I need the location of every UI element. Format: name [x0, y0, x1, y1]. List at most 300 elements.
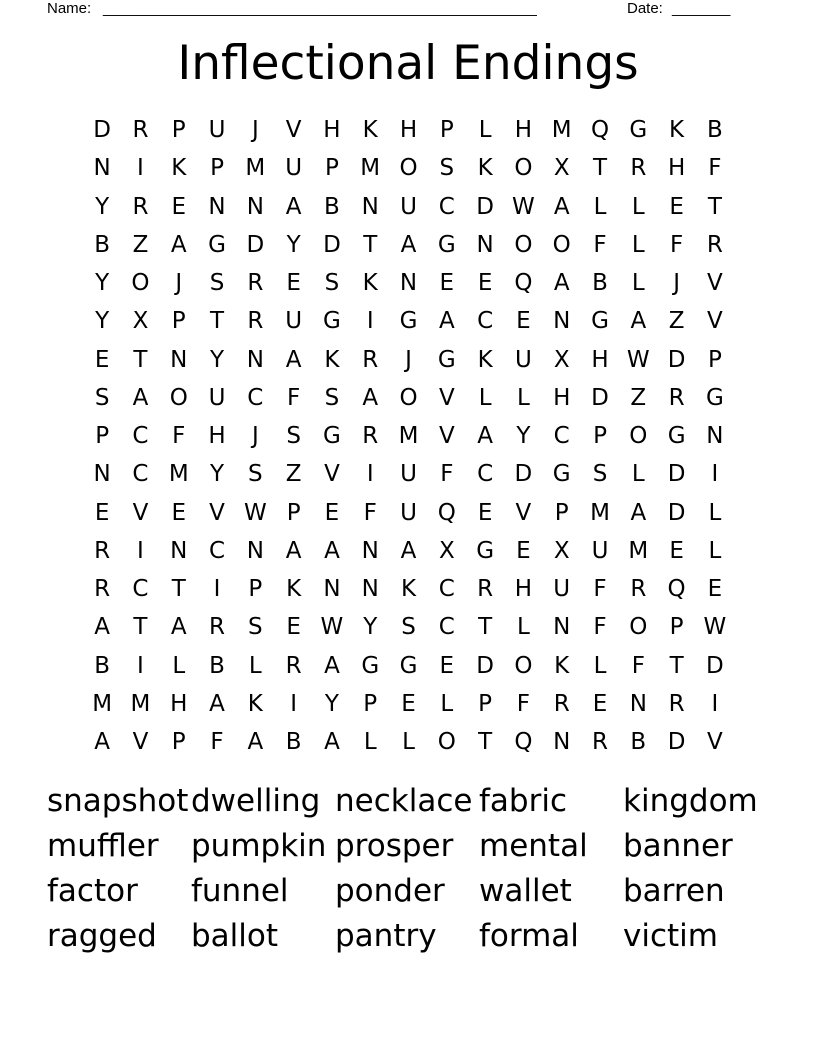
word-list-item: necklace [335, 783, 473, 819]
grid-letter[interactable]: C [438, 576, 455, 603]
grid-letter[interactable]: O [629, 423, 648, 450]
grid-letter[interactable]: N [553, 308, 571, 335]
grid-letter[interactable]: O [399, 155, 418, 182]
grid-letter[interactable]: A [247, 729, 264, 756]
grid-letter[interactable]: I [213, 576, 221, 603]
grid-letter[interactable]: K [400, 576, 417, 603]
grid-letter[interactable]: S [94, 384, 110, 411]
grid-letter[interactable]: L [478, 384, 492, 411]
grid-letter[interactable]: F [593, 231, 607, 258]
grid-letter[interactable]: I [366, 308, 374, 335]
grid-letter[interactable]: P [324, 155, 339, 182]
grid-letter[interactable]: U [208, 384, 226, 411]
grid-letter[interactable]: W [703, 614, 727, 641]
word-list-item: formal [479, 918, 579, 954]
grid-letter[interactable]: T [478, 614, 493, 641]
grid-letter[interactable]: X [438, 537, 455, 564]
grid-letter[interactable]: T [210, 308, 225, 335]
grid-letter[interactable]: R [362, 423, 379, 450]
grid-letter[interactable]: D [591, 384, 609, 411]
grid-letter[interactable]: T [133, 346, 148, 373]
grid-letter[interactable]: S [248, 461, 263, 488]
grid-letter[interactable]: V [515, 499, 532, 526]
grid-letter[interactable]: R [592, 729, 608, 756]
grid-letter[interactable]: D [667, 729, 686, 756]
grid-letter[interactable]: C [209, 537, 226, 564]
grid-letter[interactable]: U [285, 308, 303, 335]
grid-letter[interactable]: E [707, 576, 723, 603]
grid-letter[interactable]: X [553, 346, 570, 373]
grid-letter[interactable]: U [400, 193, 417, 220]
grid-letter[interactable]: J [405, 346, 412, 373]
grid-letter[interactable]: N [629, 690, 647, 717]
grid-letter[interactable]: B [630, 729, 647, 756]
grid-letter[interactable]: N [246, 346, 264, 373]
word-list-item: fabric [479, 783, 567, 819]
grid-letter[interactable]: Z [668, 308, 685, 335]
grid-letter[interactable]: L [478, 117, 492, 144]
grid-letter[interactable]: N [476, 231, 494, 258]
grid-letter[interactable]: R [209, 614, 226, 641]
grid-letter[interactable]: M [398, 423, 419, 450]
grid-letter[interactable]: R [668, 384, 685, 411]
grid-letter[interactable]: F [363, 499, 377, 526]
grid-letter[interactable]: E [439, 652, 455, 679]
grid-letter[interactable]: V [324, 461, 340, 488]
grid-letter[interactable]: O [131, 270, 150, 297]
grid-letter[interactable]: M [590, 499, 610, 526]
grid-letter[interactable]: H [514, 576, 533, 603]
grid-letter[interactable]: K [247, 690, 263, 717]
grid-letter[interactable]: Y [516, 423, 531, 450]
grid-letter[interactable]: H [170, 690, 188, 717]
grid-letter[interactable]: F [172, 423, 186, 450]
page-title: Inflectional Endings [177, 36, 639, 91]
grid-letter[interactable]: A [630, 499, 647, 526]
grid-letter[interactable]: D [514, 461, 533, 488]
grid-letter[interactable]: R [285, 652, 302, 679]
grid-letter[interactable]: P [554, 499, 569, 526]
word-list-item: banner [623, 828, 733, 864]
grid-letter[interactable]: B [707, 117, 723, 144]
grid-letter[interactable]: E [669, 537, 684, 564]
word-list-item: funnel [191, 873, 289, 909]
grid-letter[interactable]: B [285, 729, 302, 756]
grid-letter[interactable]: L [363, 729, 377, 756]
grid-letter[interactable]: L [172, 652, 186, 679]
grid-letter[interactable]: F [287, 384, 301, 411]
grid-letter[interactable]: F [669, 231, 684, 258]
grid-letter[interactable]: Q [590, 117, 610, 144]
grid-letter[interactable]: A [324, 537, 340, 564]
grid-letter[interactable]: G [323, 423, 341, 450]
grid-letter[interactable]: P [707, 346, 722, 373]
grid-letter[interactable]: N [93, 461, 111, 488]
grid-letter[interactable]: Z [285, 461, 302, 488]
grid-letter[interactable]: C [132, 576, 149, 603]
grid-letter[interactable]: D [667, 346, 686, 373]
grid-letter[interactable]: M [92, 690, 113, 717]
grid-letter[interactable]: T [363, 231, 378, 258]
grid-letter[interactable]: E [439, 270, 455, 297]
grid-letter[interactable]: C [553, 423, 570, 450]
grid-letter[interactable]: L [402, 729, 415, 756]
grid-letter[interactable]: E [94, 346, 110, 373]
grid-letter[interactable]: R [362, 346, 379, 373]
grid-letter[interactable]: Q [667, 576, 686, 603]
grid-letter[interactable]: H [667, 155, 686, 182]
grid-letter[interactable]: S [286, 423, 301, 450]
grid-letter[interactable]: B [209, 652, 225, 679]
grid-letter[interactable]: K [477, 155, 493, 182]
grid-letter[interactable]: T [171, 576, 186, 603]
grid-letter[interactable]: L [517, 384, 530, 411]
grid-letter[interactable]: Y [286, 231, 301, 258]
grid-letter[interactable]: S [592, 461, 608, 488]
grid-letter[interactable]: P [95, 423, 110, 450]
grid-letter[interactable]: O [169, 384, 188, 411]
grid-letter[interactable]: U [208, 117, 226, 144]
grid-letter[interactable]: R [247, 308, 264, 335]
grid-letter[interactable]: L [631, 231, 645, 258]
grid-letter[interactable]: N [361, 537, 379, 564]
grid-letter[interactable]: O [514, 231, 533, 258]
grid-letter[interactable]: P [478, 690, 493, 717]
grid-letter[interactable]: L [517, 614, 530, 641]
grid-letter[interactable]: P [669, 614, 684, 641]
grid-letter[interactable]: E [286, 270, 301, 297]
grid-letter[interactable]: A [553, 270, 570, 297]
grid-letter[interactable]: L [440, 690, 454, 717]
grid-letter[interactable]: N [706, 423, 724, 450]
grid-letter[interactable]: D [667, 461, 686, 488]
grid-letter[interactable]: E [669, 193, 684, 220]
grid-letter[interactable]: Y [95, 193, 110, 220]
grid-letter[interactable]: E [94, 499, 110, 526]
grid-letter[interactable]: A [477, 423, 493, 450]
grid-letter[interactable]: S [324, 384, 340, 411]
grid-letter[interactable]: H [591, 346, 609, 373]
grid-letter[interactable]: H [399, 117, 418, 144]
grid-letter[interactable]: N [170, 537, 188, 564]
grid-letter[interactable]: G [552, 461, 571, 488]
grid-letter[interactable]: N [208, 193, 226, 220]
grid-letter[interactable]: C [477, 308, 494, 335]
date-field[interactable]: _______ [672, 0, 731, 17]
grid-letter[interactable]: V [707, 308, 723, 335]
grid-letter[interactable]: G [667, 423, 686, 450]
grid-letter[interactable]: L [708, 499, 722, 526]
grid-letter[interactable]: C [132, 423, 149, 450]
grid-letter[interactable]: Y [95, 270, 110, 297]
grid-letter[interactable]: D [323, 231, 341, 258]
grid-letter[interactable]: S [248, 614, 263, 641]
grid-letter[interactable]: F [631, 652, 645, 679]
grid-letter[interactable]: A [553, 193, 570, 220]
grid-letter[interactable]: O [514, 155, 533, 182]
grid-letter[interactable]: N [361, 193, 379, 220]
grid-letter[interactable]: Z [132, 231, 149, 258]
grid-letter[interactable]: P [286, 499, 301, 526]
grid-letter[interactable]: E [592, 690, 608, 717]
grid-letter[interactable]: I [137, 537, 144, 564]
grid-letter[interactable]: G [399, 308, 418, 335]
grid-letter[interactable]: H [323, 117, 341, 144]
grid-letter[interactable]: X [132, 308, 149, 335]
grid-letter[interactable]: E [477, 270, 493, 297]
grid-letter[interactable]: N [553, 729, 571, 756]
grid-letter[interactable]: Y [363, 614, 378, 641]
grid-letter[interactable]: K [362, 117, 378, 144]
grid-letter[interactable]: S [439, 155, 455, 182]
grid-letter[interactable]: V [438, 384, 455, 411]
grid-letter[interactable]: W [626, 346, 650, 373]
grid-letter[interactable]: R [630, 576, 647, 603]
grid-letter[interactable]: O [399, 384, 418, 411]
grid-letter[interactable]: K [477, 346, 493, 373]
grid-letter[interactable]: A [285, 193, 302, 220]
grid-letter[interactable]: N [361, 576, 379, 603]
grid-letter[interactable]: R [668, 690, 685, 717]
grid-letter[interactable]: D [706, 652, 724, 679]
grid-letter[interactable]: T [478, 729, 493, 756]
grid-letter[interactable]: J [251, 117, 259, 144]
grid-letter[interactable]: K [362, 270, 378, 297]
grid-letter[interactable]: Y [210, 346, 225, 373]
grid-letter[interactable]: D [476, 652, 494, 679]
grid-letter[interactable]: A [94, 614, 111, 641]
grid-letter[interactable]: H [208, 423, 226, 450]
grid-letter[interactable]: X [553, 537, 570, 564]
grid-letter[interactable]: A [438, 308, 455, 335]
grid-letter[interactable]: N [246, 193, 264, 220]
grid-letter[interactable]: W [512, 193, 535, 220]
grid-letter[interactable]: Y [324, 690, 339, 717]
grid-letter[interactable]: W [243, 499, 267, 526]
grid-letter[interactable]: D [93, 117, 111, 144]
grid-letter[interactable]: K [171, 155, 187, 182]
word-list-item: wallet [479, 873, 572, 909]
grid-letter[interactable]: G [208, 231, 226, 258]
grid-letter[interactable]: G [591, 308, 609, 335]
grid-letter[interactable]: N [93, 155, 111, 182]
grid-letter[interactable]: S [324, 270, 340, 297]
grid-letter[interactable]: F [210, 729, 224, 756]
grid-letter[interactable]: X [553, 155, 570, 182]
grid-letter[interactable]: E [286, 614, 301, 641]
grid-letter[interactable]: R [94, 537, 111, 564]
grid-letter[interactable]: N [246, 537, 264, 564]
grid-letter[interactable]: V [132, 729, 149, 756]
grid-letter[interactable]: K [286, 576, 302, 603]
grid-letter[interactable]: L [593, 652, 607, 679]
grid-letter[interactable]: W [320, 614, 344, 641]
grid-letter[interactable]: B [324, 193, 340, 220]
grid-letter[interactable]: T [592, 155, 608, 182]
grid-letter[interactable]: C [132, 461, 149, 488]
grid-letter[interactable]: F [593, 576, 607, 603]
grid-letter[interactable]: Q [437, 499, 456, 526]
grid-letter[interactable]: A [362, 384, 379, 411]
grid-letter[interactable]: U [285, 155, 303, 182]
grid-letter[interactable]: L [631, 461, 645, 488]
grid-letter[interactable]: P [593, 423, 607, 450]
grid-letter[interactable]: L [631, 193, 645, 220]
grid-letter[interactable]: A [630, 308, 647, 335]
grid-letter[interactable]: R [477, 576, 494, 603]
grid-letter[interactable]: C [438, 193, 455, 220]
grid-letter[interactable]: A [209, 690, 225, 717]
grid-letter[interactable]: U [514, 346, 532, 373]
grid-letter[interactable]: G [399, 652, 418, 679]
grid-letter[interactable]: T [669, 652, 684, 679]
grid-letter[interactable]: F [593, 614, 607, 641]
grid-letter[interactable]: O [437, 729, 456, 756]
grid-letter[interactable]: L [593, 193, 607, 220]
grid-letter[interactable]: O [514, 652, 533, 679]
grid-letter[interactable]: V [132, 499, 149, 526]
grid-letter[interactable]: O [629, 614, 648, 641]
grid-letter[interactable]: S [401, 614, 416, 641]
grid-letter[interactable]: G [705, 384, 724, 411]
grid-letter[interactable]: E [171, 193, 187, 220]
grid-letter[interactable]: U [400, 499, 417, 526]
grid-letter[interactable]: E [171, 499, 187, 526]
grid-letter[interactable]: M [245, 155, 266, 182]
grid-letter[interactable]: E [401, 690, 416, 717]
grid-letter[interactable]: A [94, 729, 111, 756]
grid-letter[interactable]: R [706, 231, 723, 258]
grid-letter[interactable]: C [438, 614, 455, 641]
grid-letter[interactable]: F [440, 461, 454, 488]
grid-letter[interactable]: P [439, 117, 454, 144]
grid-letter[interactable]: C [247, 384, 264, 411]
name-field[interactable]: ____________________________________________________ [103, 0, 537, 17]
grid-letter[interactable]: V [209, 499, 225, 526]
grid-letter[interactable]: T [707, 193, 722, 220]
grid-letter[interactable]: R [247, 270, 264, 297]
grid-letter[interactable]: U [553, 576, 571, 603]
grid-letter[interactable]: E [324, 499, 340, 526]
grid-letter[interactable]: V [707, 729, 723, 756]
grid-letter[interactable]: I [290, 690, 298, 717]
word-list-item: kingdom [623, 783, 758, 819]
grid-letter[interactable]: Y [95, 308, 110, 335]
grid-letter[interactable]: Q [514, 729, 533, 756]
grid-letter[interactable]: G [437, 231, 456, 258]
grid-letter[interactable]: C [477, 461, 494, 488]
grid-letter[interactable]: I [711, 461, 719, 488]
grid-letter[interactable]: N [323, 576, 341, 603]
grid-letter[interactable]: G [361, 652, 380, 679]
grid-letter[interactable]: A [400, 231, 417, 258]
grid-letter[interactable]: P [363, 690, 378, 717]
grid-letter[interactable]: A [324, 729, 340, 756]
grid-letter[interactable]: O [552, 231, 571, 258]
grid-letter[interactable]: L [708, 537, 722, 564]
grid-letter[interactable]: D [246, 231, 265, 258]
grid-letter[interactable]: E [516, 308, 531, 335]
grid-letter[interactable]: I [366, 461, 374, 488]
grid-letter[interactable]: H [553, 384, 571, 411]
grid-letter[interactable]: E [516, 537, 531, 564]
grid-letter[interactable]: F [516, 690, 531, 717]
grid-letter[interactable]: A [285, 537, 302, 564]
grid-letter[interactable]: J [673, 270, 680, 297]
grid-letter[interactable]: A [400, 537, 417, 564]
header-line [47, 0, 747, 18]
grid-letter[interactable]: N [170, 346, 188, 373]
grid-letter[interactable]: U [591, 537, 609, 564]
grid-letter[interactable]: H [514, 117, 533, 144]
grid-letter[interactable]: L [631, 270, 645, 297]
grid-letter[interactable]: G [323, 308, 341, 335]
grid-letter[interactable]: A [132, 384, 149, 411]
grid-letter[interactable]: B [94, 652, 111, 679]
grid-letter[interactable]: P [171, 729, 186, 756]
grid-letter[interactable]: R [132, 117, 149, 144]
grid-letter[interactable]: K [669, 117, 685, 144]
grid-letter[interactable]: K [324, 346, 340, 373]
grid-letter[interactable]: P [210, 155, 224, 182]
grid-letter[interactable]: G [476, 537, 495, 564]
grid-letter[interactable]: L [248, 652, 262, 679]
grid-letter[interactable]: I [137, 155, 144, 182]
grid-letter[interactable]: M [360, 155, 381, 182]
grid-letter[interactable]: P [248, 576, 263, 603]
grid-letter[interactable]: Q [514, 270, 533, 297]
grid-letter[interactable]: M [551, 117, 572, 144]
grid-letter[interactable]: N [553, 614, 571, 641]
grid-letter[interactable]: E [477, 499, 493, 526]
grid-letter[interactable]: A [170, 614, 187, 641]
grid-letter[interactable]: M [628, 537, 649, 564]
grid-letter[interactable]: D [476, 193, 494, 220]
grid-letter[interactable]: Z [630, 384, 647, 411]
grid-letter[interactable]: R [132, 193, 149, 220]
grid-letter[interactable]: P [171, 308, 186, 335]
grid-letter[interactable]: I [711, 690, 719, 717]
grid-letter[interactable]: U [400, 461, 417, 488]
grid-letter[interactable]: Y [210, 461, 225, 488]
grid-letter[interactable]: B [94, 231, 111, 258]
grid-letter[interactable]: J [175, 270, 183, 297]
grid-letter[interactable]: R [630, 155, 647, 182]
grid-letter[interactable]: V [438, 423, 455, 450]
grid-letter[interactable]: M [168, 461, 189, 488]
grid-letter[interactable]: A [324, 652, 340, 679]
grid-letter[interactable]: N [399, 270, 418, 297]
grid-letter[interactable]: P [171, 117, 186, 144]
grid-letter[interactable]: F [708, 155, 722, 182]
grid-letter[interactable]: M [130, 690, 151, 717]
grid-letter[interactable]: D [667, 499, 686, 526]
grid-letter[interactable]: V [285, 117, 302, 144]
grid-letter[interactable]: J [251, 423, 259, 450]
grid-letter[interactable]: I [137, 652, 144, 679]
grid-letter[interactable]: A [170, 231, 187, 258]
grid-letter[interactable]: R [553, 690, 570, 717]
grid-letter[interactable]: R [94, 576, 111, 603]
grid-letter[interactable]: T [133, 614, 148, 641]
grid-letter[interactable]: G [629, 117, 648, 144]
grid-letter[interactable]: A [285, 346, 302, 373]
grid-letter[interactable]: K [554, 652, 570, 679]
grid-letter[interactable]: G [437, 346, 456, 373]
grid-letter[interactable]: B [592, 270, 608, 297]
grid-letter[interactable]: S [209, 270, 225, 297]
grid-letter[interactable]: V [707, 270, 723, 297]
